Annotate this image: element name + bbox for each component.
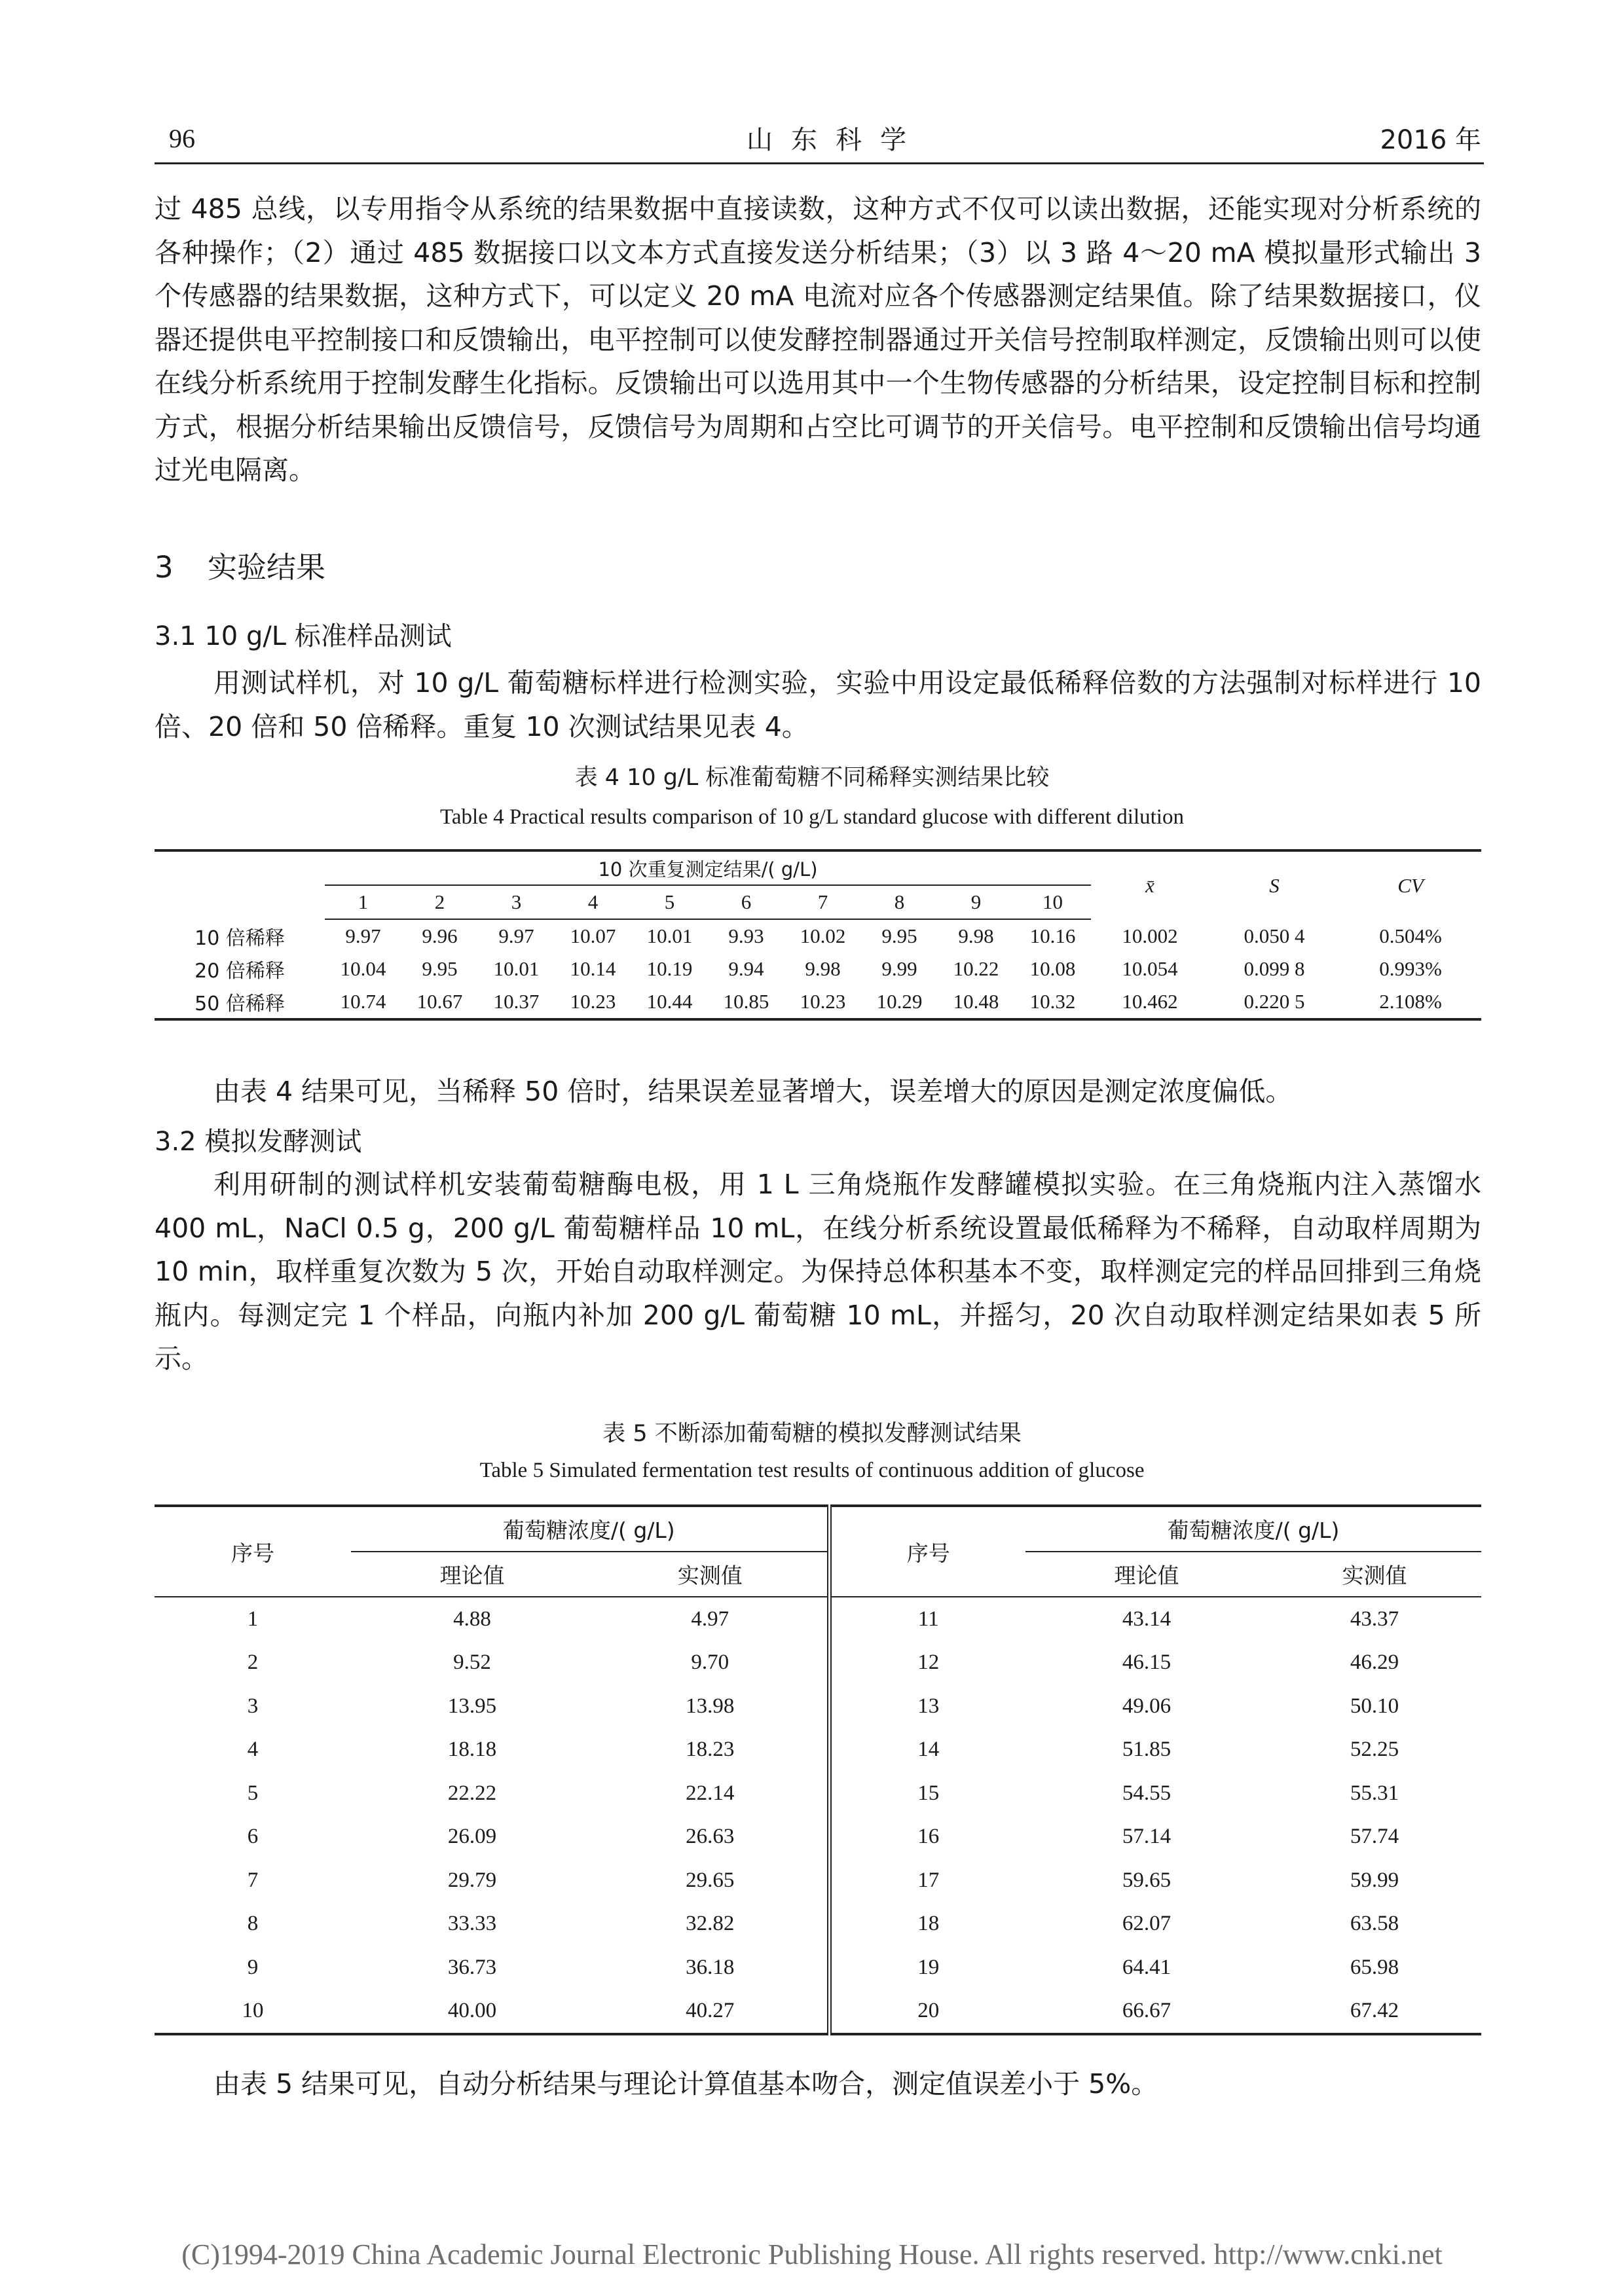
table-5-cell: 20 — [829, 1990, 1025, 2035]
table-4-stat-cell: 0.050 4 — [1244, 924, 1305, 947]
table-4-column-header: 7 — [784, 885, 861, 919]
table-5-cell: 59.99 — [1350, 1868, 1399, 1892]
section-3-number: 3 — [155, 550, 174, 585]
table-5-cell: 26.63 — [686, 1825, 735, 1849]
table-row — [155, 1772, 1481, 1815]
table-row — [155, 953, 1481, 985]
table-5-cell: 43.14 — [1122, 1607, 1172, 1631]
header-rule — [155, 162, 1484, 164]
table-5-cell: 4.97 — [691, 1607, 729, 1631]
table-4-stat-cell: 0.504% — [1379, 924, 1442, 947]
table-5-cell: 4.88 — [453, 1607, 491, 1631]
table-5-cell: 57.14 — [1122, 1825, 1172, 1849]
table-4-cell: 10.48 — [938, 985, 1014, 1019]
table-5-cell: 18.23 — [686, 1738, 735, 1762]
copyright-footer: (C)1994-2019 China Academic Journal Electronic Publishing House. All rights reserved. http://www.cnki.net — [181, 2238, 1443, 2270]
table-5-cell: 6 — [247, 1825, 259, 1849]
table-4-cell: 10.16 — [1029, 924, 1076, 947]
table-4 — [155, 849, 1481, 1021]
table-5-cell: 14 — [829, 1728, 1025, 1772]
table-4-cell: 9.97 — [498, 924, 534, 947]
table-row — [155, 1903, 1481, 1946]
table-5-cell: 4 — [247, 1738, 259, 1762]
table-row — [155, 985, 1481, 1019]
table-4-stat-cell: 0.220 5 — [1209, 985, 1340, 1019]
table-5-cell: 29.79 — [447, 1868, 497, 1892]
table-4-column-header: 3 — [478, 885, 555, 919]
table-5-seq-header-left: 序号 — [155, 1506, 351, 1597]
page-number: 96 — [169, 124, 195, 153]
intro-paragraph — [155, 187, 1481, 492]
table-5-caption-en: Table 5 Simulated fermentation test results of continuous addition of glucose — [479, 1459, 1145, 1482]
table-row — [155, 1859, 1481, 1903]
table-5-cell: 49.06 — [1122, 1694, 1172, 1718]
table-row — [155, 1990, 1481, 2035]
table-4-cell: 9.93 — [728, 924, 764, 947]
table-5-theory-header-left: 理论值 — [351, 1552, 593, 1597]
table-5-measured-header-left: 实测值 — [593, 1552, 829, 1597]
table-5-theory-header-right: 理论值 — [1025, 1552, 1268, 1597]
table-row — [155, 1946, 1481, 1990]
table-5-cell: 59.65 — [1122, 1868, 1172, 1892]
table-5-cell: 16 — [829, 1815, 1025, 1859]
table-5-cell: 40.00 — [351, 1990, 593, 2035]
table-4-column-header: 1 — [325, 885, 401, 919]
table-4-cell: 10.04 — [340, 957, 386, 980]
table-5-cell: 52.25 — [1350, 1738, 1399, 1762]
table-5-cell: 22.14 — [686, 1781, 735, 1805]
table-5-measured-header-right: 实测值 — [1268, 1552, 1481, 1597]
table-5-cell: 9.52 — [453, 1650, 491, 1675]
after-table-5-text: 由表 5 结果可见，自动分析结果与理论计算值基本吻合，测定值误差小于 5%。 — [213, 2068, 1158, 2100]
table-5-cell: 33.33 — [447, 1912, 497, 1936]
table-5-cell: 57.74 — [1350, 1825, 1399, 1849]
table-5-cell: 64.41 — [1122, 1955, 1172, 1979]
table-5-cell: 55.31 — [1350, 1781, 1399, 1805]
table-4-cell: 10.22 — [953, 957, 999, 980]
table-row — [155, 1685, 1481, 1728]
table-5-cell: 36.73 — [447, 1955, 497, 1979]
table-5-seq-header-right: 序号 — [829, 1506, 1025, 1597]
table-4-column-header: 8 — [861, 885, 938, 919]
table-5-cell: 63.58 — [1350, 1912, 1399, 1936]
table-5-cell: 12 — [829, 1641, 1025, 1685]
table-4-s-header: S — [1209, 850, 1340, 919]
table-4-cell: 10.23 — [555, 985, 631, 1019]
table-5-cell: 13.98 — [686, 1694, 735, 1718]
table-row — [155, 1641, 1481, 1685]
table-4-row-label: 10 倍稀释 — [194, 926, 285, 950]
table-4-group-header: 10 次重复测定结果/( g/L) — [325, 850, 1091, 885]
table-4-cell: 10.14 — [570, 957, 616, 980]
table-4-column-header: 5 — [631, 885, 708, 919]
table-5-cell: 10 — [155, 1990, 351, 2035]
table-5-cell: 2 — [247, 1650, 259, 1675]
table-4-column-header: 9 — [938, 885, 1014, 919]
table-4-cell: 9.96 — [422, 924, 458, 947]
table-4-body — [155, 919, 1481, 1019]
table-4-cell: 10.02 — [800, 924, 846, 947]
table-4-cell: 10.19 — [646, 957, 693, 980]
after-table-4-paragraph — [155, 1070, 1481, 1114]
table-5-group-header-left: 葡萄糖浓度/( g/L) — [351, 1506, 829, 1552]
table-4-cell: 9.95 — [881, 924, 917, 947]
table-row — [155, 1815, 1481, 1859]
table-5-cell: 18 — [829, 1903, 1025, 1946]
table-4-cell: 9.95 — [422, 957, 458, 980]
table-5-cell: 7 — [247, 1868, 259, 1892]
section-3-title: 实验结果 — [207, 550, 325, 585]
table-5-cell: 22.22 — [447, 1781, 497, 1805]
table-5-caption-cn: 表 5 不断添加葡萄糖的模拟发酵测试结果 — [602, 1421, 1022, 1447]
table-4-cell: 10.67 — [401, 985, 478, 1019]
table-4-stat-cell: 10.002 — [1122, 924, 1178, 947]
table-row — [155, 1728, 1481, 1772]
table-4-cell: 10.08 — [1029, 957, 1076, 980]
table-5-cell: 54.55 — [1122, 1781, 1172, 1805]
table-5-cell: 40.27 — [593, 1990, 829, 2035]
table-row — [155, 919, 1481, 953]
table-5-cell: 5 — [247, 1781, 259, 1805]
table-4-cell: 10.32 — [1014, 985, 1091, 1019]
table-4-cell: 9.97 — [345, 924, 381, 947]
table-5-cell: 32.82 — [686, 1912, 735, 1936]
table-5-cell: 62.07 — [1122, 1912, 1172, 1936]
table-5-cell: 19 — [829, 1946, 1025, 1990]
table-5-cell: 66.67 — [1025, 1990, 1268, 2035]
table-5-cell: 36.18 — [686, 1955, 735, 1979]
section-3-2-paragraph — [155, 1163, 1481, 1381]
table-4-cv-header: CV — [1340, 850, 1481, 919]
table-5-cell: 9 — [247, 1955, 259, 1979]
after-table-5-paragraph — [155, 2062, 1481, 2106]
table-4-cell: 9.98 — [805, 957, 841, 980]
table-4-stat-cell: 0.993% — [1379, 957, 1442, 980]
table-5-cell: 46.15 — [1122, 1650, 1172, 1675]
table-4-cell: 9.99 — [881, 957, 917, 980]
table-4-cell: 10.37 — [478, 985, 555, 1019]
table-4-column-header: 6 — [708, 885, 784, 919]
table-4-cell: 10.01 — [493, 957, 540, 980]
table-5-cell: 13 — [829, 1685, 1025, 1728]
table-row — [155, 1597, 1481, 1641]
table-4-caption-en: Table 4 Practical results comparison of 10 g/L standard glucose with different dilution — [440, 805, 1184, 829]
table-4-cell: 10.01 — [646, 924, 693, 947]
section-3-2-heading: 3.2 模拟发酵测试 — [155, 1127, 362, 1157]
table-4-cell: 10.07 — [570, 924, 616, 947]
table-5-cell: 9.70 — [691, 1650, 729, 1675]
table-4-cell: 10.85 — [708, 985, 784, 1019]
table-5-cell: 43.37 — [1350, 1607, 1399, 1631]
table-4-stat-cell: 10.054 — [1122, 957, 1178, 980]
table-5-body — [155, 1597, 1481, 2034]
table-5-cell: 51.85 — [1122, 1738, 1172, 1762]
table-5-cell: 13.95 — [447, 1694, 497, 1718]
table-5-cell: 11 — [829, 1597, 1025, 1641]
section-3-1-text: 用测试样机，对 10 g/L 葡萄糖标样进行检测实验，实验中用设定最低稀释倍数的方法强制对标样进行 10 倍、20 倍和 50 倍稀释。重复 10 次测试结果见表 4。 — [155, 667, 1481, 742]
after-table-4-text: 由表 4 结果可见，当稀释 50 倍时，结果误差显著增大，误差增大的原因是测定浓度偏低。 — [213, 1076, 1293, 1107]
table-4-row-label: 50 倍稀释 — [155, 985, 325, 1019]
table-5-group-header-right: 葡萄糖浓度/( g/L) — [1025, 1506, 1481, 1552]
issue-year: 2016 年 — [1380, 125, 1481, 155]
table-5-cell: 65.98 — [1350, 1955, 1399, 1979]
table-4-stat-cell: 0.099 8 — [1244, 957, 1305, 980]
table-4-cell: 10.44 — [631, 985, 708, 1019]
table-5-cell: 67.42 — [1268, 1990, 1481, 2035]
table-4-cell: 9.98 — [958, 924, 994, 947]
table-5-cell: 18.18 — [447, 1738, 497, 1762]
table-5-cell: 1 — [247, 1607, 259, 1631]
table-4-row-label: 20 倍稀释 — [194, 960, 285, 983]
table-4-column-header: 2 — [401, 885, 478, 919]
table-4-stat-cell: 10.462 — [1091, 985, 1209, 1019]
intro-paragraph-text: 过 485 总线，以专用指令从系统的结果数据中直接读数，这种方式不仅可以读出数据，还能实现对分析系统的各种操作；（2）通过 485 数据接口以文本方式直接发送分析结果；（3）以 3 路 4～20 mA 模拟量形式输出 3 个传感器的结果数据，这种方式下，可以定义 20 mA 电流对应各个传感器测定结果值。除了结果数据接口，仪器还提供电平控制接口和反馈输出，电平控制可以使发酵控制器通过开关信号控制取样测定，反馈输出则可以使在线分析系统用于控制发酵生化指标。反馈输出可以选用其中一个生物传感器的分析结果，设定控制目标和控制方式，根据分析结果输出反馈信号，反馈信号为周期和占空比可调节的开关信号。电平控制和反馈输出信号均通过光电隔离。 — [155, 193, 1481, 486]
table-5-cell: 29.65 — [686, 1868, 735, 1892]
table-4-cell: 10.23 — [784, 985, 861, 1019]
table-5 — [155, 1504, 1481, 2035]
table-5-cell: 15 — [829, 1772, 1025, 1815]
table-4-stat-cell: 2.108% — [1340, 985, 1481, 1019]
table-4-column-header: 4 — [555, 885, 631, 919]
table-4-column-header: 10 — [1014, 885, 1091, 919]
table-5-cell: 46.29 — [1350, 1650, 1399, 1675]
section-3-1-heading: 3.1 10 g/L 标准样品测试 — [155, 621, 452, 651]
table-5-cell: 26.09 — [447, 1825, 497, 1849]
table-4-caption-cn: 表 4 10 g/L 标准葡萄糖不同稀释实测结果比较 — [574, 765, 1050, 791]
table-4-mean-header: x̄ — [1091, 850, 1209, 919]
section-3-2-text: 利用研制的测试样机安装葡萄糖酶电极，用 1 L 三角烧瓶作发酵罐模拟实验。在三角烧瓶内注入蒸馏水 400 mL，NaCl 0.5 g，200 g/L 葡萄糖样品 10 mL，在线分析系统设置最低稀释为不稀释，自动取样周期为 10 min，取样重复次数为 5 次，开始自动取样测定。为保持总体积基本不变，取样测定完的样品回排到三角烧瓶内。每测定完 1 个样品，向瓶内补加 200 g/L 葡萄糖 10 mL，并摇匀，20 次自动取样测定结果如表 5 所示。 — [155, 1169, 1481, 1374]
table-4-cell: 9.94 — [728, 957, 764, 980]
table-5-cell: 17 — [829, 1859, 1025, 1903]
table-4-cell: 10.29 — [861, 985, 938, 1019]
journal-title: 山东科学 — [747, 125, 925, 155]
table-5-cell: 50.10 — [1350, 1694, 1399, 1718]
table-4-corner — [155, 850, 325, 919]
table-5-cell: 3 — [247, 1694, 259, 1718]
section-3-1-paragraph — [155, 661, 1481, 748]
section-3-heading — [155, 543, 325, 586]
table-5-cell: 8 — [247, 1912, 259, 1936]
table-4-cell: 10.74 — [325, 985, 401, 1019]
